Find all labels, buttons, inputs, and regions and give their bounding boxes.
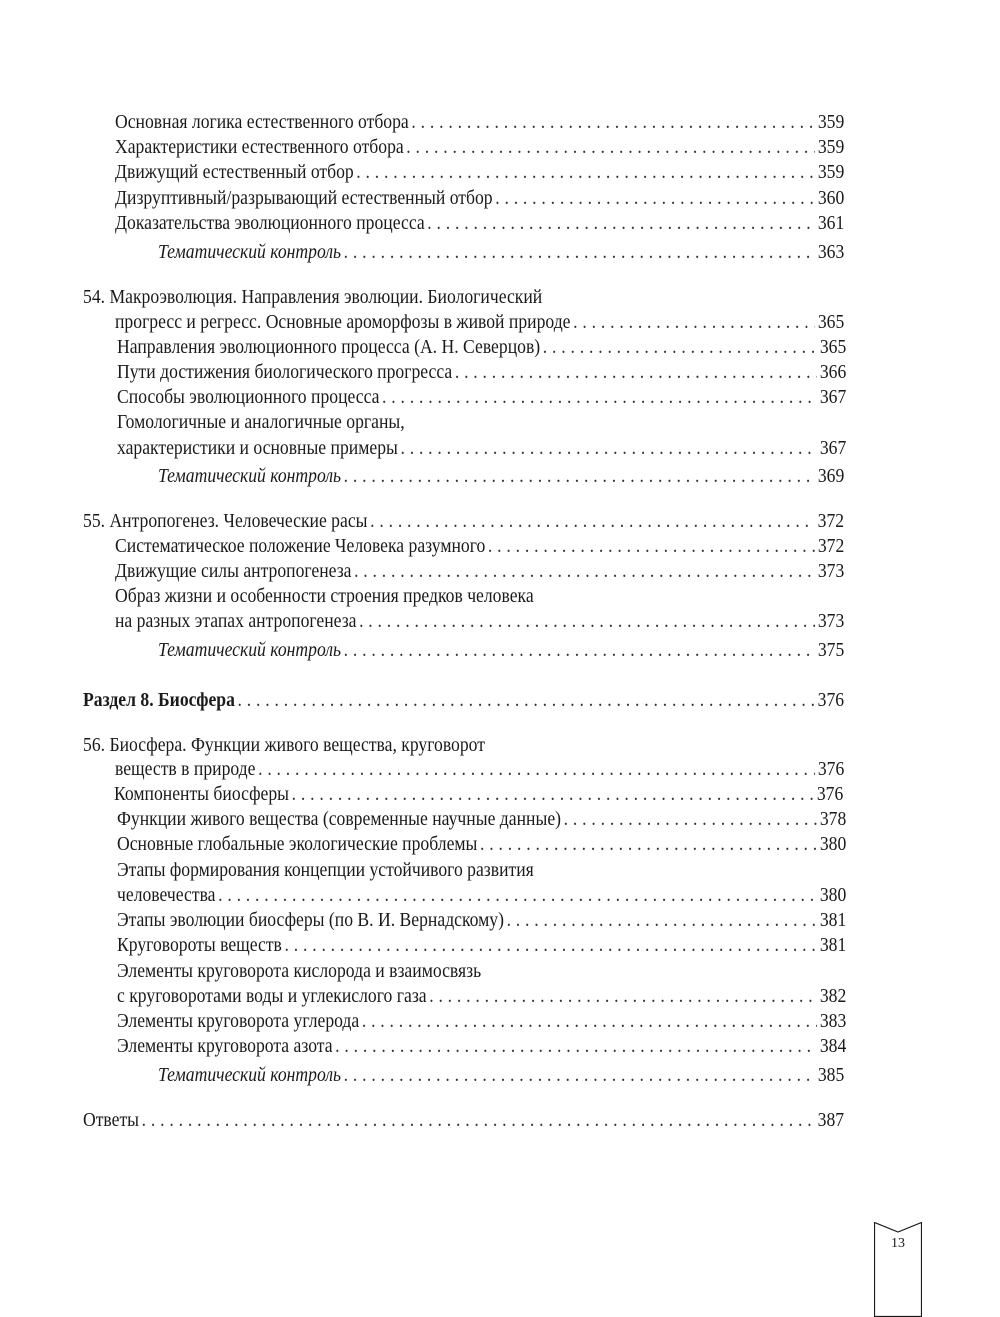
toc-entry-title: на разных этапах антропогенеза bbox=[115, 610, 357, 632]
leader-dots bbox=[362, 1009, 817, 1033]
section-56-title-line2[interactable] bbox=[115, 757, 844, 781]
toc-entry-title: Тематический контроль bbox=[158, 639, 342, 661]
toc-entry-title: Ответы bbox=[83, 1109, 140, 1131]
leader-dots bbox=[284, 933, 817, 957]
toc-entry-page: 361 bbox=[817, 212, 845, 234]
toc-entry-title: Основная логика естественного отбора bbox=[115, 111, 409, 133]
toc-entry-page: 387 bbox=[817, 1109, 845, 1131]
toc-entry-page: 376 bbox=[817, 689, 845, 711]
toc-entry-page: 373 bbox=[817, 560, 845, 582]
toc-entry-title: Характеристики естественного отбора bbox=[115, 136, 404, 158]
leader-dots bbox=[480, 832, 817, 856]
leader-dots bbox=[406, 135, 815, 159]
toc-entry-title: Способы эволюционного процесса bbox=[117, 386, 380, 408]
toc-entry-page: 383 bbox=[819, 1010, 847, 1032]
leader-dots bbox=[564, 807, 818, 831]
section-54-title-line2[interactable] bbox=[115, 310, 844, 334]
leader-dots bbox=[237, 688, 815, 712]
toc-entry-page: 375 bbox=[817, 639, 845, 661]
toc-entry[interactable] bbox=[115, 160, 844, 184]
toc-entry-title: Элементы круговорота углерода bbox=[117, 1010, 360, 1032]
toc-entry-page: 372 bbox=[817, 535, 845, 557]
leader-dots bbox=[359, 609, 815, 633]
toc-entry[interactable] bbox=[117, 436, 846, 460]
toc-entry-page: 359 bbox=[817, 136, 845, 158]
toc-entry-title: Пути достижения биологического прогресса bbox=[117, 361, 453, 383]
section-56-title-line1[interactable]: 56. Биосфера. Функции живого вещества, круговорот bbox=[83, 734, 485, 756]
leader-dots bbox=[382, 385, 817, 409]
toc-entry[interactable] bbox=[117, 335, 846, 359]
toc-entry-page: 365 bbox=[817, 311, 845, 333]
toc-entry-page: 384 bbox=[819, 1035, 847, 1057]
toc-entry[interactable] bbox=[117, 1034, 846, 1058]
toc-entry[interactable] bbox=[117, 908, 846, 932]
toc-entry[interactable] bbox=[115, 559, 844, 583]
toc-entry[interactable] bbox=[117, 832, 846, 856]
toc-entry-page: 376 bbox=[816, 783, 844, 805]
toc-entry-line1[interactable]: Этапы формирования концепции устойчивого развития bbox=[117, 859, 534, 881]
toc-entry-thematic-control[interactable] bbox=[158, 638, 844, 662]
toc-entry-line1[interactable]: Гомологичные и аналогичные органы, bbox=[117, 411, 405, 433]
leader-dots bbox=[427, 211, 815, 235]
leader-dots bbox=[344, 240, 816, 264]
toc-entry-page: 372 bbox=[817, 510, 845, 532]
toc-entry-line1[interactable]: Образ жизни и особенности строения предков человека bbox=[115, 585, 534, 607]
leader-dots bbox=[455, 360, 817, 384]
leader-dots bbox=[292, 782, 815, 806]
leader-dots bbox=[354, 559, 815, 583]
toc-entry-title: Движущие силы антропогенеза bbox=[115, 560, 352, 582]
page-number-tab bbox=[874, 1222, 922, 1317]
toc-entry[interactable] bbox=[117, 385, 846, 409]
toc-entry-page: 382 bbox=[819, 985, 847, 1007]
answers-entry[interactable] bbox=[83, 1108, 844, 1132]
toc-entry-page: 365 bbox=[819, 336, 847, 358]
toc-entry[interactable] bbox=[117, 933, 846, 957]
toc-entry-title: 55. Антропогенез. Человеческие расы bbox=[83, 510, 368, 532]
toc-entry[interactable] bbox=[115, 186, 844, 210]
toc-entry-page: 369 bbox=[817, 465, 845, 487]
toc-entry-page: 385 bbox=[817, 1064, 845, 1086]
leader-dots bbox=[258, 757, 815, 781]
toc-entry-title: человечества bbox=[117, 884, 216, 906]
leader-dots bbox=[335, 1034, 817, 1058]
toc-entry-page: 363 bbox=[817, 241, 845, 263]
toc-entry-title: Основные глобальные экологические проблемы bbox=[117, 833, 478, 855]
leader-dots bbox=[543, 335, 818, 359]
toc-entry-title: Функции живого вещества (современные научные данные) bbox=[117, 808, 562, 830]
toc-entry-page: 360 bbox=[817, 187, 845, 209]
toc-entry[interactable] bbox=[115, 609, 844, 633]
toc-entry-page: 373 bbox=[817, 610, 845, 632]
leader-dots bbox=[507, 908, 818, 932]
toc-entry-line1[interactable]: Элементы круговорота кислорода и взаимосвязь bbox=[117, 960, 482, 982]
leader-dots bbox=[400, 436, 817, 460]
leader-dots bbox=[488, 534, 815, 558]
leader-dots bbox=[344, 464, 816, 488]
toc-entry-title: Тематический контроль bbox=[158, 241, 342, 263]
part-8-title[interactable] bbox=[83, 688, 844, 712]
toc-entry[interactable] bbox=[114, 782, 843, 806]
toc-entry-page: 380 bbox=[819, 833, 847, 855]
toc-entry-title: Компоненты биосферы bbox=[114, 783, 290, 805]
toc-entry-title: Раздел 8. Биосфера bbox=[83, 689, 235, 711]
toc-entry-title: Систематическое положение Человека разумного bbox=[115, 535, 486, 557]
toc-entry[interactable] bbox=[117, 1009, 846, 1033]
toc-entry-title: Направления эволюционного процесса (А. Н. Северцов) bbox=[117, 336, 541, 358]
toc-entry[interactable] bbox=[117, 883, 846, 907]
toc-entry[interactable] bbox=[117, 360, 846, 384]
toc-entry-title: Тематический контроль bbox=[158, 1064, 342, 1086]
leader-dots bbox=[142, 1108, 815, 1132]
toc-entry-title: Круговороты веществ bbox=[117, 934, 282, 956]
toc-entry[interactable] bbox=[115, 110, 844, 134]
section-55-title[interactable] bbox=[83, 509, 844, 533]
leader-dots bbox=[356, 160, 815, 184]
page-number: 13 bbox=[891, 1236, 905, 1251]
toc-entry-title: Доказательства эволюционного процесса bbox=[115, 212, 425, 234]
toc-entry-page: 381 bbox=[819, 909, 847, 931]
toc-entry-title: с круговоротами воды и углекислого газа bbox=[117, 985, 427, 1007]
toc-entry-title: прогресс и регресс. Основные ароморфозы в живой природе bbox=[115, 311, 571, 333]
leader-dots bbox=[429, 984, 817, 1008]
toc-entry[interactable] bbox=[117, 984, 846, 1008]
toc-entry-title: Элементы круговорота азота bbox=[117, 1035, 333, 1057]
toc-entry-thematic-control[interactable] bbox=[158, 1063, 844, 1087]
leader-dots bbox=[495, 186, 815, 210]
toc-entry-page: 367 bbox=[819, 437, 847, 459]
section-54-title-line1[interactable]: 54. Макроэволюция. Направления эволюции. Биологический bbox=[83, 286, 543, 308]
leader-dots bbox=[573, 310, 815, 334]
toc-entry[interactable] bbox=[115, 211, 844, 235]
leader-dots bbox=[218, 883, 817, 907]
leader-dots bbox=[411, 110, 815, 134]
toc-entry[interactable] bbox=[115, 135, 844, 159]
toc-entry-title: Движущий естественный отбор bbox=[115, 161, 354, 183]
toc-entry-page: 359 bbox=[817, 161, 845, 183]
toc-entry-title: веществ в природе bbox=[115, 758, 256, 780]
toc-entry-title: характеристики и основные примеры bbox=[117, 437, 398, 459]
toc-entry-page: 380 bbox=[819, 884, 847, 906]
toc-entry-title: Дизруптивный/разрывающий естественный отбор bbox=[115, 187, 493, 209]
toc-entry-page: 378 bbox=[819, 808, 847, 830]
toc-entry[interactable] bbox=[117, 807, 846, 831]
leader-dots bbox=[344, 1063, 816, 1087]
toc-entry-page: 366 bbox=[819, 361, 847, 383]
toc-entry-title: Этапы эволюции биосферы (по В. И. Вернадскому) bbox=[117, 909, 504, 931]
toc-entry-title: Тематический контроль bbox=[158, 465, 342, 487]
toc-entry-page: 359 bbox=[817, 111, 845, 133]
leader-dots bbox=[370, 509, 815, 533]
toc-entry-thematic-control[interactable] bbox=[158, 464, 844, 488]
toc-entry[interactable] bbox=[115, 534, 844, 558]
leader-dots bbox=[344, 638, 816, 662]
toc-entry-thematic-control[interactable] bbox=[158, 240, 844, 264]
toc-entry-page: 376 bbox=[817, 758, 845, 780]
toc-entry-page: 367 bbox=[819, 386, 847, 408]
toc-entry-page: 381 bbox=[819, 934, 847, 956]
